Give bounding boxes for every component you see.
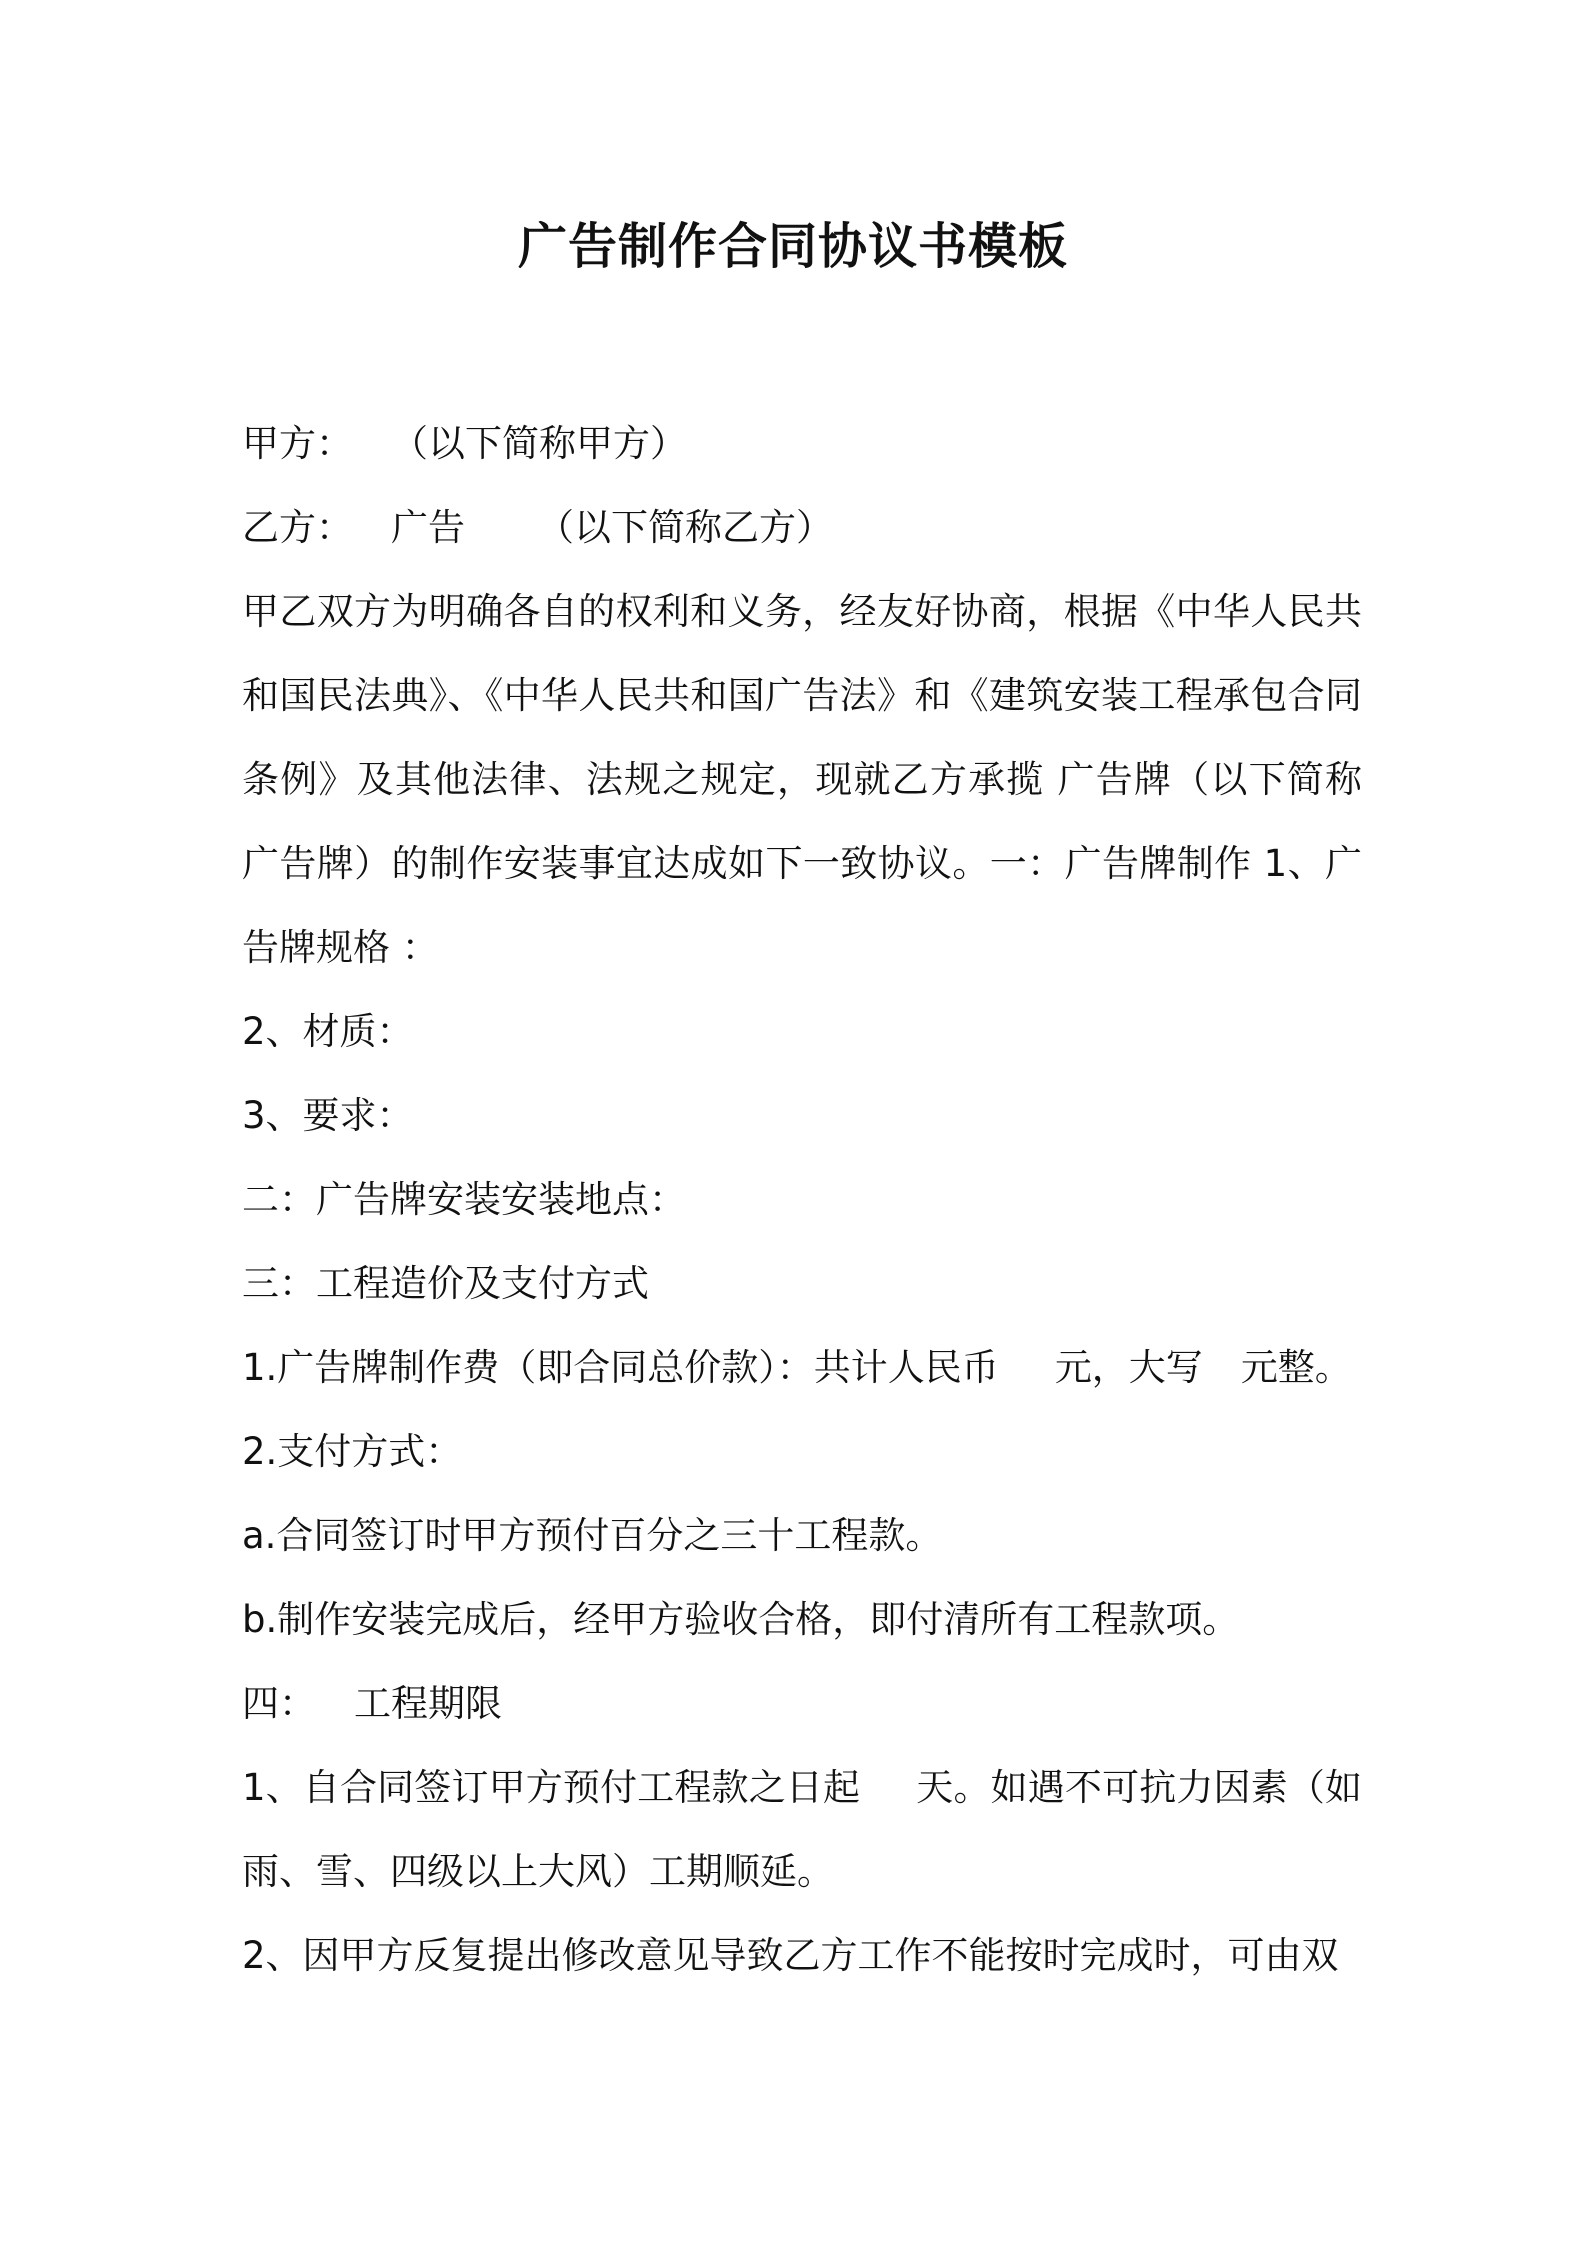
- payment-method-heading: 2.支付方式：: [242, 1430, 463, 1473]
- party-b-label: 乙方：: [242, 506, 353, 549]
- document-title: 广告制作合同协议书模板: [517, 218, 1068, 275]
- party-a-note: （以下简称甲方）: [391, 422, 687, 465]
- party-b-line: [242, 486, 1362, 570]
- payment-item-a: a.合同签订时甲方预付百分之三十工程款。: [242, 1514, 943, 1557]
- term-item-2: 2、因甲方反复提出修改意见导致乙方工作不能按时完成时，可由双: [242, 1934, 1339, 1977]
- term-item-1: [242, 1746, 1362, 1914]
- section-three-heading: 三：工程造价及支付方式: [242, 1262, 649, 1305]
- fee-line: [242, 1326, 1362, 1410]
- intro-paragraph: 甲乙双方为明确各自的权利和义务，经友好协商，根据《中华人民共和国民法典》、《中华人民共和国广告法》和《建筑安装工程承包合同条例》及其他法律、法规之规定，现就乙方承揽 广告牌（以下简称广告牌）的制作安装事宜达成如下一致协议。一：广告牌制作 1、广告牌规格 ：: [242, 590, 1362, 969]
- section-two-heading: 二：广告牌安装安装地点：: [242, 1178, 686, 1221]
- section-four-label: 四：: [242, 1682, 316, 1725]
- party-b-name: 广告: [391, 506, 465, 549]
- party-b-note: （以下简称乙方）: [537, 506, 833, 549]
- fee-prefix: 1.广告牌制作费（即合同总价款）：共计人民币: [242, 1346, 999, 1389]
- section-four-heading: [242, 1662, 1362, 1746]
- party-a-line: [242, 402, 1362, 486]
- item-material: 2、材质：: [242, 1010, 414, 1053]
- payment-item-b: b.制作安装完成后，经甲方验收合格，即付清所有工程款项。: [242, 1598, 1240, 1641]
- term-1-suffix: 天。如遇不可抗力因素（如雨、雪、四级以上大风）工期顺延。: [242, 1766, 1362, 1893]
- party-a-label: 甲方：: [242, 422, 353, 465]
- term-1-prefix: 1、自合同签订甲方预付工程款之日起: [242, 1766, 861, 1809]
- document-body: [242, 402, 1362, 1998]
- item-requirements: 3、要求：: [242, 1094, 414, 1137]
- section-four-text: 工程期限: [354, 1682, 502, 1725]
- fee-suffix: 元整。: [1240, 1346, 1352, 1389]
- fee-middle: 元，大写: [1054, 1346, 1203, 1389]
